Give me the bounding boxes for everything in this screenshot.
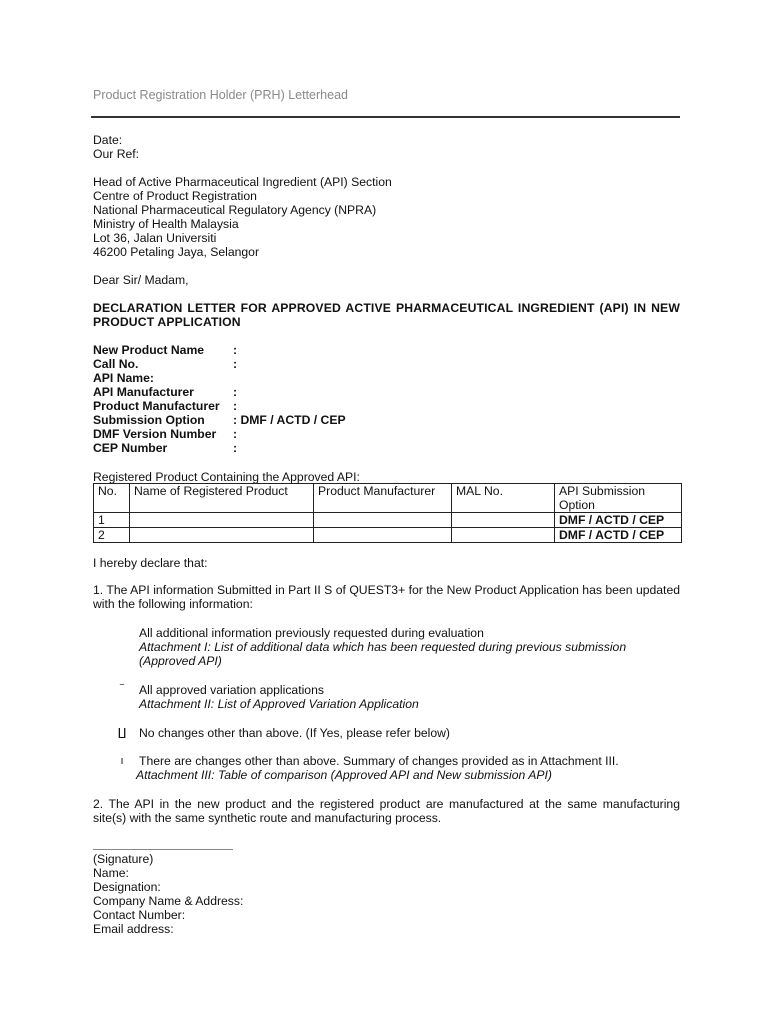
address-line: Ministry of Health Malaysia (93, 217, 239, 231)
cell-no: 1 (94, 513, 130, 528)
address-line: Head of Active Pharmaceutical Ingredient (API) Section (93, 175, 392, 189)
cell-manufacturer (314, 513, 452, 528)
name-label: Name: (93, 866, 129, 880)
address-line: National Pharmaceutical Regulatory Agency (NPRA) (93, 203, 377, 217)
cell-submission-option: DMF / ACTD / CEP (555, 528, 682, 543)
cell-submission-option: DMF / ACTD / CEP (555, 513, 682, 528)
company-address-label: Company Name & Address: (93, 894, 244, 908)
signature-block (93, 852, 680, 936)
field-row (93, 371, 680, 385)
field-row (93, 427, 680, 441)
field-label: Call No. (93, 357, 139, 371)
field-row (93, 343, 680, 357)
email-address-label: Email address: (93, 922, 174, 936)
salutation: Dear Sir/ Madam, (93, 273, 189, 287)
field-row (93, 399, 680, 413)
field-label: New Product Name (93, 343, 205, 357)
field-row (93, 441, 680, 455)
our-ref-label: Our Ref: (93, 147, 140, 161)
field-value: : DMF / ACTD / CEP (233, 413, 346, 427)
field-row (93, 385, 680, 399)
cell-product-name (130, 513, 314, 528)
field-value: : (233, 385, 238, 399)
checkbox-icon[interactable]: ı (120, 755, 124, 767)
field-label: CEP Number (93, 441, 168, 455)
field-value: : (233, 357, 238, 371)
address-line: Lot 36, Jalan Universiti (93, 231, 217, 245)
designation-label: Designation: (93, 880, 161, 894)
field-value: : (233, 441, 238, 455)
cell-product-name (130, 528, 314, 543)
field-row (93, 357, 680, 371)
letter-subject: DECLARATION LETTER FOR APPROVED ACTIVE PHARMACEUTICAL INGREDIENT (API) IN NEW PRODUCT APPLICATION (93, 301, 680, 329)
column-header-no: No. (94, 484, 130, 513)
field-label: DMF Version Number (93, 427, 217, 441)
option-text: All approved variation applications (139, 683, 324, 697)
column-header-manufacturer: Product Manufacturer (314, 484, 452, 513)
cell-mal-no (452, 513, 555, 528)
date-label: Date: (93, 133, 123, 147)
field-value: : (233, 343, 238, 357)
field-label: Product Manufacturer (93, 399, 220, 413)
declaration-point-1: 1. The API information Submitted in Part II S of QUEST3+ for the New Product Application has been updated with the following information: (93, 583, 680, 611)
recipient-address (93, 175, 680, 259)
table-row (94, 528, 682, 543)
declaration-point-2: 2. The API in the new product and the registered product are manufactured at the same manufacturing site(s) with the same synthetic route and manufacturing process. (93, 797, 680, 825)
address-line: Centre of Product Registration (93, 189, 257, 203)
option-text-block (139, 683, 680, 711)
cell-no: 2 (94, 528, 130, 543)
field-value: : (233, 427, 238, 441)
table-row (94, 513, 682, 528)
table-header-row (94, 484, 682, 513)
option-attachment: Attachment II: List of Approved Variation Application (139, 697, 419, 711)
option-text: No changes other than above. (If Yes, please refer below) (139, 726, 450, 740)
field-row (93, 413, 680, 427)
option-text-block (136, 754, 680, 782)
option-text-block (139, 626, 680, 668)
letterhead-placeholder: Product Registration Holder (PRH) Letterhead (93, 88, 348, 102)
address-line: 46200 Petaling Jaya, Selangor (93, 245, 260, 259)
checkbox-icon[interactable]: ‾ (120, 684, 124, 696)
column-header-mal-no: MAL No. (452, 484, 555, 513)
registered-product-table (93, 483, 682, 543)
field-value: : (233, 399, 238, 413)
registered-product-table-wrap (93, 483, 680, 543)
table-caption: Registered Product Containing the Approved API: (93, 470, 360, 484)
field-label: Submission Option (93, 413, 205, 427)
signature-label: (Signature) (93, 852, 154, 866)
option-text: There are changes other than above. Summary of changes provided as in Attachment III. (139, 754, 619, 768)
option-attachment: Attachment I: List of additional data which has been requested during previous submission (Approved API) (139, 640, 627, 668)
field-label: API Manufacturer (93, 385, 194, 399)
cell-manufacturer (314, 528, 452, 543)
contact-number-label: Contact Number: (93, 908, 186, 922)
option-text: All additional information previously requested during evaluation (139, 626, 484, 640)
column-header-submission-option: API Submission Option (555, 484, 682, 513)
option-text-block (139, 726, 680, 740)
letterhead-divider (91, 116, 680, 118)
date-ref-block (93, 133, 680, 161)
signature-line (93, 849, 233, 850)
option-attachment: Attachment III: Table of comparison (Approved API and New submission API) (136, 768, 552, 782)
declaration-intro: I hereby declare that: (93, 556, 208, 570)
field-label: API Name: (93, 371, 154, 385)
checkbox-icon[interactable]: ∐ (117, 727, 127, 739)
cell-mal-no (452, 528, 555, 543)
column-header-product-name: Name of Registered Product (130, 484, 314, 513)
product-fields (93, 343, 680, 455)
